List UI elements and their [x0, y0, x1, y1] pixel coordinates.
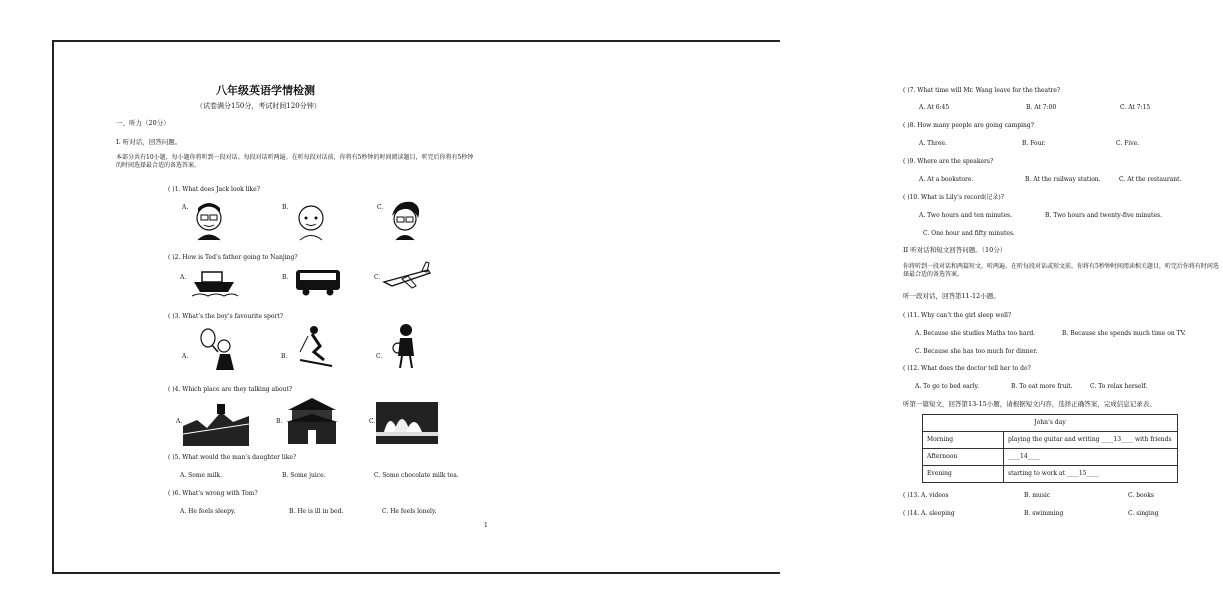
q12-option-a: A. To go to bed early.: [915, 383, 980, 390]
question-1: ( )1. What does Jack look like?: [168, 186, 260, 193]
q4-picture-c-opera-house: [376, 402, 438, 444]
q4-label-a: A.: [176, 418, 183, 425]
question-10: ( )10. What is Lily’s record(记录)?: [903, 194, 1004, 201]
question-14: ( )14. A. sleeping: [903, 510, 955, 517]
q1-label-c: C.: [377, 204, 384, 211]
section-listening: 一、听力（20分）: [116, 119, 170, 127]
passage-heading: 听第一篇短文，回答第13-15小题，请根据短文内容，选择正确答案，完成信息记录表。: [903, 400, 1156, 408]
q7-option-a: A. At 6:45: [919, 104, 950, 111]
dialogue-heading: 听一段对话，回答第11-12小题。: [903, 292, 1000, 300]
part2-heading: II 听对话和短文回答问题。（10分）: [903, 246, 1007, 254]
q9-option-a: A. At a bookstore.: [919, 176, 974, 183]
question-5: ( )5. What would the man’s daughter like?: [168, 454, 297, 461]
q13-option-b: B. music: [1024, 492, 1051, 499]
table-cell: ____14____: [1004, 449, 1178, 466]
question-4: ( )4. Which place are they talking about?: [168, 386, 293, 393]
question-9: ( )9. Where are the speakers?: [903, 158, 994, 165]
q12-option-c: C. To relax herself.: [1090, 383, 1148, 390]
table-row: [923, 432, 1178, 449]
question-11: ( )11. Why can’t the girl sleep well?: [903, 312, 1012, 319]
q3-picture-b-skiing: [296, 322, 334, 368]
q11-option-b: B. Because she spends much time on TV.: [1062, 330, 1186, 337]
part1-instructions: 本部分共有10小题，每小题你将听到一段对话。每段对话听两遍。在听每段对话前，你将有5秒钟的时间阅读题目，听完后你将有5秒钟的时间选择最合适的备选答案。: [116, 154, 474, 170]
table-cell: Morning: [923, 432, 1004, 449]
q2-picture-b-bus: [294, 266, 342, 296]
q6-option-a: A. He feels sleepy.: [180, 508, 236, 515]
q12-option-b: B. To eat more fruit.: [1011, 383, 1073, 390]
q4-label-b: B.: [276, 418, 283, 425]
q10-option-c: C. One hour and fifty minutes.: [923, 230, 1015, 237]
q3-label-a: A.: [182, 353, 189, 360]
question-2: ( )2. How is Ted’s father going to Nanjing?: [168, 254, 298, 261]
q5-option-b: B. Some juice.: [282, 472, 326, 479]
q2-label-a: A.: [180, 274, 187, 281]
q1-label-a: A.: [182, 204, 189, 211]
q3-picture-c-basketball: [388, 322, 424, 370]
q1-picture-c: [388, 200, 422, 240]
q14-option-c: C. singing: [1128, 510, 1159, 517]
part1-heading: I. 听对话，回答问题。: [116, 138, 182, 146]
question-6: ( )6. What’s wrong with Tom?: [168, 490, 258, 497]
q7-option-b: B. At 7:00: [1026, 104, 1057, 111]
q3-label-b: B.: [281, 353, 288, 360]
q6-option-b: B. He is ill in bed.: [289, 508, 344, 515]
q9-option-b: B. At the railway station.: [1025, 176, 1101, 183]
table-cell: starting to work at ____15____: [1004, 466, 1178, 483]
page-number: 1: [484, 522, 488, 529]
part2-instructions: 你将听到一段对话和两篇短文，听两遍。在听每段对话或短文前，你将有5秒钟时间阅读相关题目，听完后你将有时间选择最合适的备选答案。: [903, 263, 1219, 279]
johns-day-table: [922, 414, 1178, 483]
exam-title: 八年级英语学情检测: [216, 84, 315, 97]
q6-option-c: C. He feels lonely.: [382, 508, 437, 515]
q8-option-b: B. Four.: [1022, 140, 1046, 147]
question-12: ( )12. What does the doctor tell her to do?: [903, 365, 1031, 372]
q9-option-c: C. At the restaurant.: [1119, 176, 1182, 183]
q11-option-c: C. Because she has too much for dinner.: [915, 348, 1038, 355]
q8-option-c: C. Five.: [1116, 140, 1140, 147]
q8-option-a: A. Three.: [919, 140, 947, 147]
q5-option-a: A. Some milk.: [180, 472, 223, 479]
question-13: ( )13. A. videos: [903, 492, 949, 499]
table-row: [923, 466, 1178, 483]
q11-option-a: A. Because she studies Maths too hard.: [915, 330, 1036, 337]
q10-option-a: A. Two hours and ten minutes.: [919, 212, 1012, 219]
q2-label-b: B.: [282, 274, 289, 281]
table-cell: Afternoon: [923, 449, 1004, 466]
q2-label-c: C.: [374, 274, 381, 281]
q2-picture-c-plane: [382, 262, 432, 294]
exam-subtitle: （试卷满分150分，考试时间120分钟）: [196, 102, 321, 110]
table-title: John’s day: [923, 415, 1178, 432]
question-8: ( )8. How many people are going camping?: [903, 122, 1034, 129]
question-7: ( )7. What time will Mr. Wang leave for the theatre?: [903, 87, 1061, 94]
q3-picture-a-badminton: [198, 326, 238, 370]
q5-option-c: C. Some chocolate milk tea.: [374, 472, 459, 479]
table-row: [923, 449, 1178, 466]
q4-label-c: C.: [369, 418, 376, 425]
question-3: ( )3. What’s the boy’s favourite sport?: [168, 313, 283, 320]
q4-picture-a-great-wall: [183, 398, 249, 446]
q4-picture-b-tiananmen: [284, 396, 340, 444]
q3-label-c: C.: [376, 353, 383, 360]
q14-option-b: B. swimming: [1024, 510, 1064, 517]
q1-picture-b: [294, 200, 328, 240]
q7-option-c: C. At 7:15: [1120, 104, 1151, 111]
q10-option-b: B. Two hours and twenty-five minutes.: [1045, 212, 1162, 219]
q2-picture-a-ship: [190, 264, 238, 298]
q13-option-c: C. books: [1128, 492, 1154, 499]
table-cell: Evening: [923, 466, 1004, 483]
table-cell: playing the guitar and writing ____13____ with friends: [1004, 432, 1178, 449]
q1-picture-a: [192, 200, 226, 240]
q1-label-b: B.: [282, 204, 289, 211]
